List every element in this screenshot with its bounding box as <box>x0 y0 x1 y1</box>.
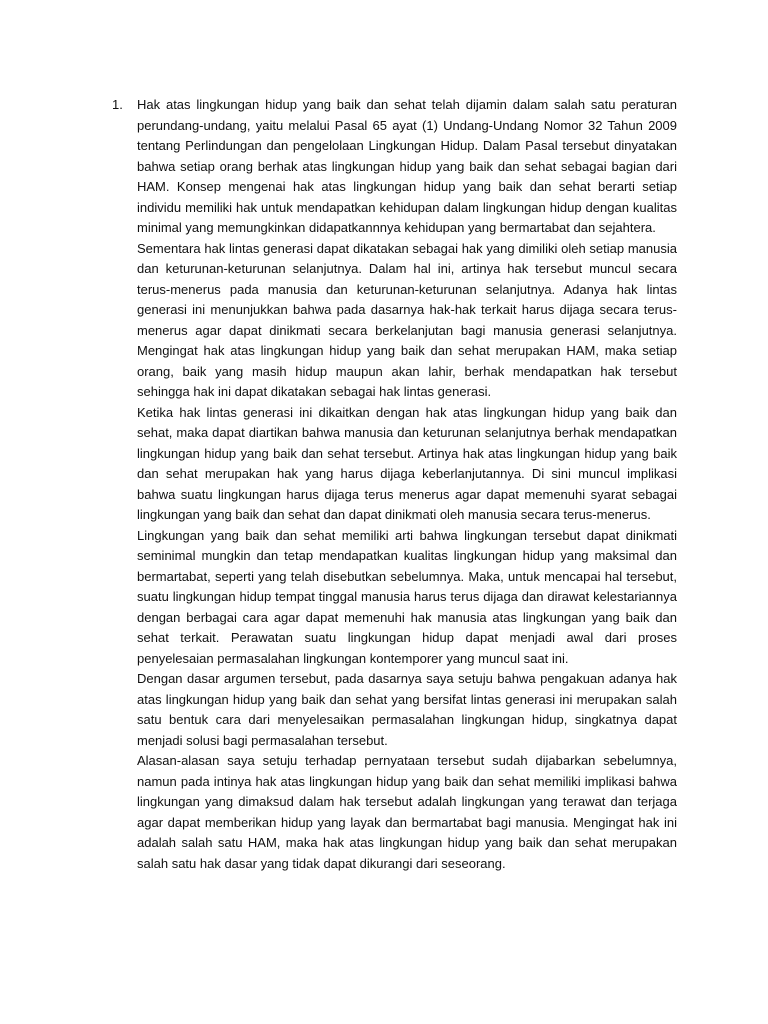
list-number: 1. <box>112 97 123 112</box>
paragraph-4: Lingkungan yang baik dan sehat memiliki arti bahwa lingkungan tersebut dapat dinikmati seminimal mungkin dan tetap mendapatkan kualitas lingkungan hidup yang maksimal dan bermartabat, seperti yang telah disebutkan sebelumnya. Maka, untuk mencapai hal tersebut, suatu lingkungan hidup tempat tinggal manusia harus terus dijaga dan dirawat kelestariannya dengan berbagai cara agar dapat memenuhi hak manusia atas lingkungan yang baik dan sehat terkait. Perawatan suatu lingkungan hidup dapat menjadi awal dari proses penyelesaian permasalahan lingkungan kontemporer yang muncul saat ini. <box>137 527 677 666</box>
paragraph-1: Hak atas lingkungan hidup yang baik dan sehat telah dijamin dalam salah satu peraturan perundang-undang, yaitu melalui Pasal 65 ayat (1) Undang-Undang Nomor 32 Tahun 2009 tentang Perlindungan dan pengelolaan Lingkungan Hidup. Dalam Pasal tersebut dinyatakan bahwa setiap orang berhak atas lingkungan hidup yang baik dan sehat sebagai bagian dari HAM. Konsep mengenai hak atas lingkungan hidup yang baik dan sehat berarti setiap individu memiliki hak untuk mendapatkan kehidupan dalam lingkungan hidup dengan kualitas minimal yang memungkinkan didapatkannnya kehidupan yang bermartabat dan sejahtera. <box>137 97 677 235</box>
list-item-body <box>137 95 677 874</box>
paragraph-3: Ketika hak lintas generasi ini dikaitkan dengan hak atas lingkungan hidup yang baik dan sehat, maka dapat diartikan bahwa manusia dan keturunan selanjutnya berhak mendapatkan lingkungan hidup yang baik dan sehat tersebut. Artinya hak atas lingkungan hidup yang baik dan sehat merupakan hak yang harus dijaga keberlanjutannya. Di sini muncul implikasi bahwa suatu lingkungan harus dijaga terus menerus agar dapat memenuhi syarat sebagai lingkungan yang baik dan sehat dan dapat dinikmati oleh manusia secara terus-menerus. <box>137 404 677 522</box>
paragraph-6: Alasan-alasan saya setuju terhadap pernyataan tersebut sudah dijabarkan sebelumnya, namun pada intinya hak atas lingkungan hidup yang baik dan sehat memiliki implikasi bahwa lingkungan yang dimaksud dalam hak tersebut adalah lingkungan yang terawat dan terjaga agar dapat memberikan hidup yang layak dan bermartabat bagi manusia. Mengingat hak ini adalah salah satu HAM, maka hak atas lingkungan hidup yang baik dan sehat merupakan salah satu hak dasar yang tidak dapat dikurangi dari seseorang. <box>137 753 677 871</box>
paragraph-2: Sementara hak lintas generasi dapat dikatakan sebagai hak yang dimiliki oleh setiap manusia dan keturunan-keturunan selanjutnya. Dalam hal ini, artinya hak tersebut muncul secara terus-menerus pada manusia dan keturunan-keturunan selanjutnya. Adanya hak lintas generasi ini menunjukkan bahwa pada dasarnya hak-hak terkait harus dijaga secara terus-menerus agar dapat dinikmati secara berkelanjutan bagi manusia generasi selanjutnya. Mengingat hak atas lingkungan hidup yang baik dan sehat merupakan HAM, maka setiap orang, baik yang masih hidup maupun akan lahir, berhak mendapatkan hak tersebut sehingga hak ini dapat dikatakan sebagai hak lintas generasi. <box>137 240 677 399</box>
paragraph-5: Dengan dasar argumen tersebut, pada dasarnya saya setuju bahwa pengakuan adanya hak atas lingkungan hidup yang baik dan sehat yang bersifat lintas generasi ini merupakan salah satu bentuk cara dari menyelesaikan permasalahan lingkungan hidup, singkatnya dapat menjadi solusi bagi permasalahan tersebut. <box>137 671 677 748</box>
numbered-list-item <box>112 95 677 874</box>
